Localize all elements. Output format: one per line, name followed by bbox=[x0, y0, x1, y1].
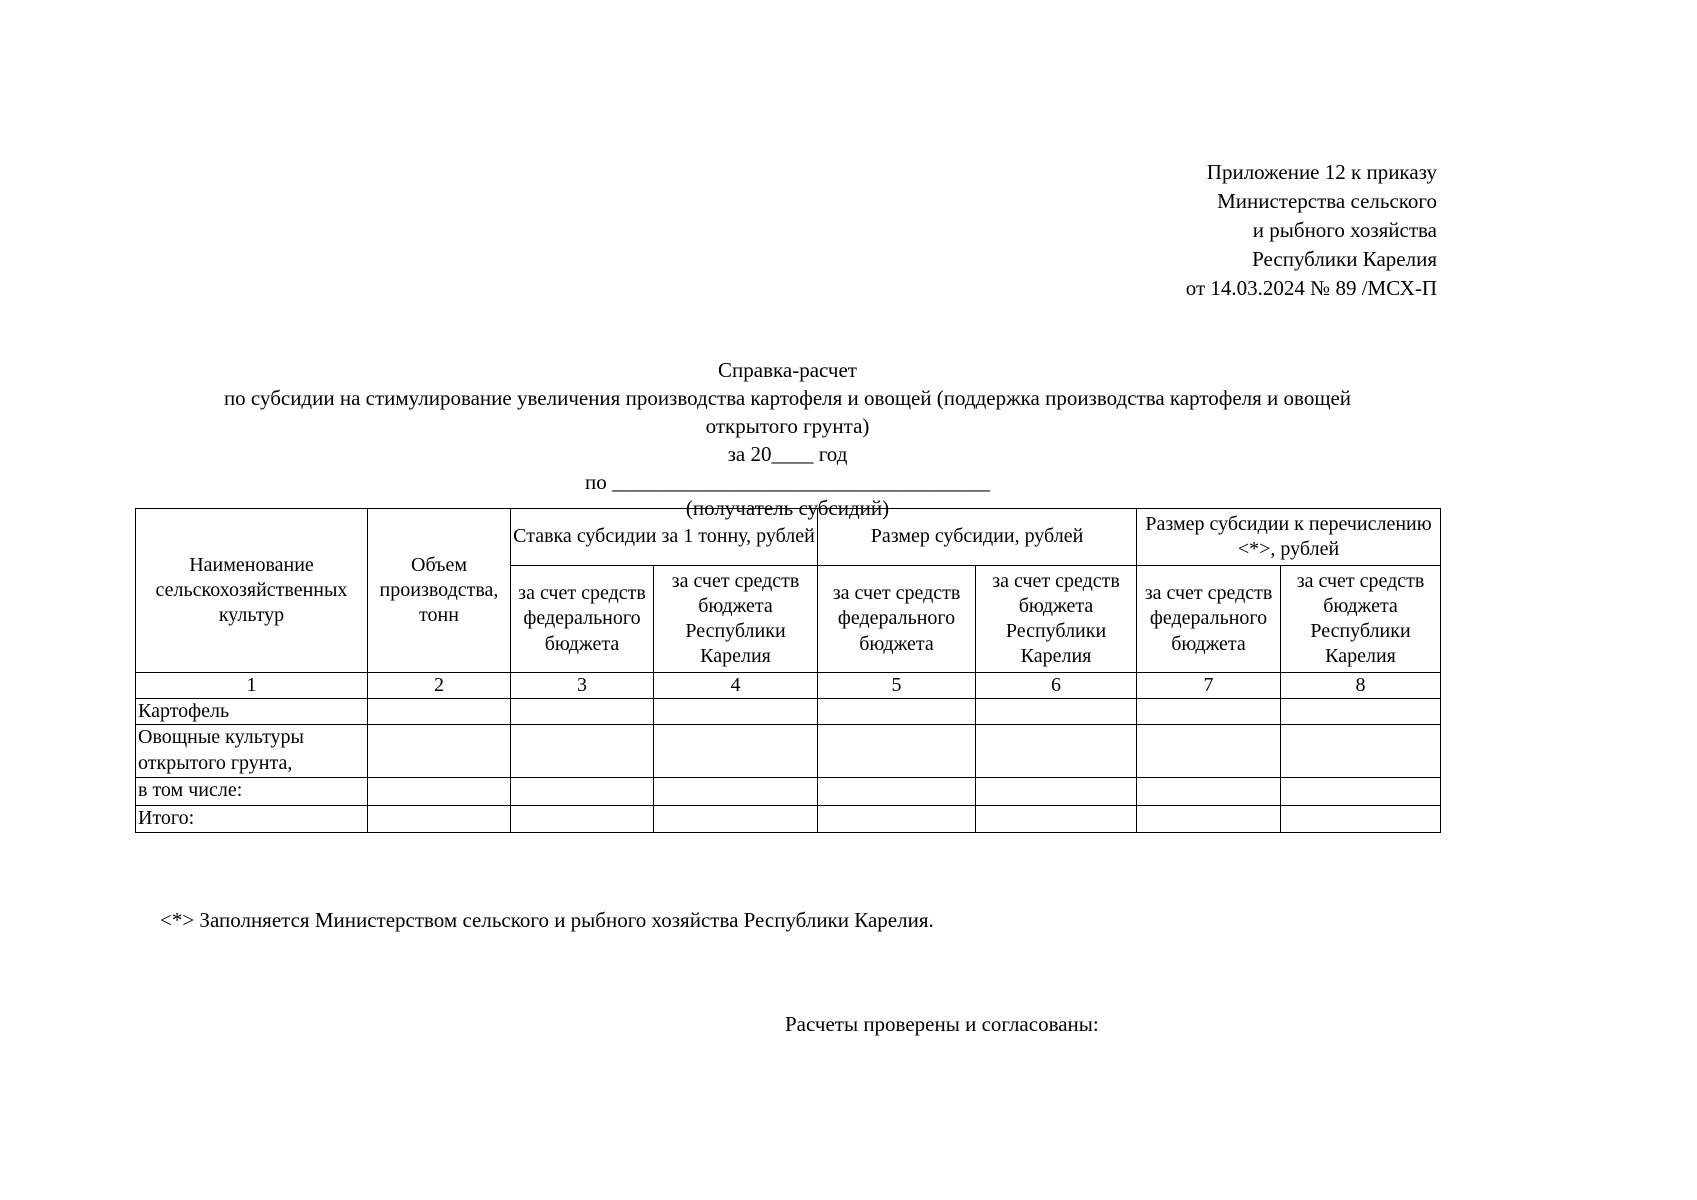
group-header-rate: Ставка субсидии за 1 тонну, рублей bbox=[511, 509, 818, 566]
value-cell bbox=[976, 725, 1137, 778]
value-cell bbox=[511, 778, 654, 806]
year-blank-line: за 20____ год bbox=[727, 442, 848, 466]
value-cell bbox=[654, 725, 818, 778]
value-cell bbox=[368, 806, 511, 832]
value-cell bbox=[1137, 778, 1281, 806]
value-cell bbox=[818, 806, 976, 832]
value-cell bbox=[1137, 725, 1281, 778]
column-number-cell: 5 bbox=[818, 673, 976, 699]
value-cell bbox=[511, 725, 654, 778]
value-cell bbox=[654, 778, 818, 806]
row-label-vegetables: Овощные культуры открытого грунта, bbox=[136, 725, 368, 778]
value-cell bbox=[818, 778, 976, 806]
order-reference-line-4: Республики Карелия bbox=[1252, 247, 1437, 271]
subheader-federal-budget: за счет средств федерального бюджета bbox=[818, 566, 976, 673]
table-row bbox=[136, 778, 1441, 806]
table-row bbox=[136, 699, 1441, 725]
value-cell bbox=[368, 725, 511, 778]
subheader-regional-budget: за счет средств бюджета Республики Карелия bbox=[654, 566, 818, 673]
column-number-row bbox=[136, 673, 1441, 699]
value-cell bbox=[818, 725, 976, 778]
document-title: Справка-расчет bbox=[718, 358, 857, 382]
header-crop-name: Наименование сельскохозяйственных культур bbox=[136, 509, 368, 673]
group-header-size: Размер субсидии, рублей bbox=[818, 509, 1137, 566]
subheader-federal-budget: за счет средств федерального бюджета bbox=[1137, 566, 1281, 673]
value-cell bbox=[1281, 806, 1441, 832]
table-row bbox=[136, 806, 1441, 832]
value-cell bbox=[654, 699, 818, 725]
document-subtitle-line-1: по субсидии на стимулирование увеличения производства картофеля и овощей (поддержка производства картофеля и овощей bbox=[223, 386, 1352, 410]
title-block bbox=[135, 356, 1440, 520]
document-subtitle-line-2: открытого грунта) bbox=[705, 414, 870, 438]
value-cell bbox=[1281, 778, 1441, 806]
group-header-transfer: Размер субсидии к перечислению <*>, рублей bbox=[1137, 509, 1441, 566]
subsidy-calculation-table bbox=[135, 508, 1441, 833]
value-cell bbox=[1137, 806, 1281, 832]
order-reference-line-1: Приложение 12 к приказу bbox=[1206, 160, 1437, 184]
value-cell bbox=[1281, 725, 1441, 778]
row-label-potato: Картофель bbox=[136, 699, 368, 725]
value-cell bbox=[654, 806, 818, 832]
column-number-cell: 3 bbox=[511, 673, 654, 699]
value-cell bbox=[1281, 699, 1441, 725]
footnote: <*> Заполняется Министерством сельского и рыбного хозяйства Республики Карелия. bbox=[160, 908, 934, 932]
column-number-cell: 6 bbox=[976, 673, 1137, 699]
value-cell bbox=[368, 699, 511, 725]
recipient-caption: (получатель субсидий) bbox=[685, 496, 890, 520]
column-number-cell: 1 bbox=[136, 673, 368, 699]
recipient-blank-line: по ____________________________________ bbox=[585, 470, 990, 494]
order-reference-line-2: Министерства сельского bbox=[1217, 189, 1437, 213]
column-number-cell: 8 bbox=[1281, 673, 1441, 699]
value-cell bbox=[368, 778, 511, 806]
subheader-regional-budget: за счет средств бюджета Республики Карелия bbox=[1281, 566, 1441, 673]
order-reference-line-3: и рыбного хозяйства bbox=[1252, 218, 1437, 242]
value-cell bbox=[511, 806, 654, 832]
row-label-including: в том числе: bbox=[136, 778, 368, 806]
value-cell bbox=[976, 806, 1137, 832]
column-number-cell: 4 bbox=[654, 673, 818, 699]
header-production-volume: Объем производства, тонн bbox=[368, 509, 511, 673]
row-label-total: Итого: bbox=[136, 806, 368, 832]
table-group-header-row bbox=[136, 509, 1441, 566]
value-cell bbox=[976, 778, 1137, 806]
table-row bbox=[136, 725, 1441, 778]
order-reference-line-5: от 14.03.2024 № 89 /МСХ-П bbox=[1185, 276, 1437, 300]
value-cell bbox=[976, 699, 1137, 725]
subheader-federal-budget: за счет средств федерального бюджета bbox=[511, 566, 654, 673]
value-cell bbox=[818, 699, 976, 725]
column-number-cell: 2 bbox=[368, 673, 511, 699]
order-reference-block bbox=[1186, 158, 1437, 303]
subheader-regional-budget: за счет средств бюджета Республики Карелия bbox=[976, 566, 1137, 673]
column-number-cell: 7 bbox=[1137, 673, 1281, 699]
verification-line: Расчеты проверены и согласованы: bbox=[785, 1012, 1099, 1036]
value-cell bbox=[1137, 699, 1281, 725]
value-cell bbox=[511, 699, 654, 725]
